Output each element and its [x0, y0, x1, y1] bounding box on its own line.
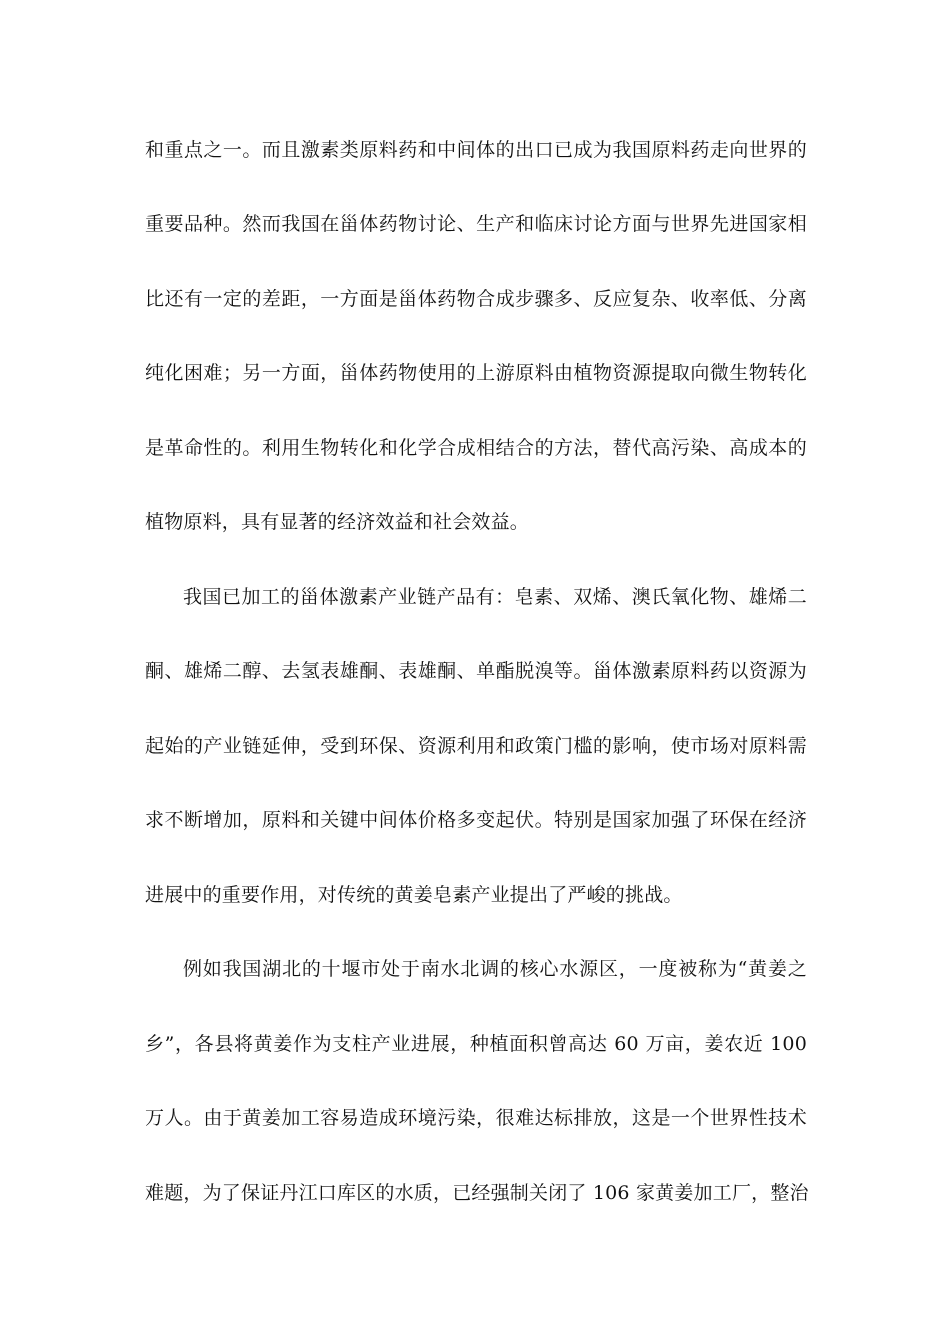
text-line-5: 是革命性的。利用生物转化和化学合成相结合的方法，替代高污染、高成本的: [145, 437, 807, 459]
text-line-3: 比还有一定的差距，一方面是甾体药物合成步骤多、反应复杂、收率低、分离: [145, 288, 807, 310]
text-line-2: 重要品种。然而我国在甾体药物讨论、生产和临床讨论方面与世界先进国家相: [145, 213, 807, 235]
text-line-11: 进展中的重要作用，对传统的黄姜皂素产业提出了严峻的挑战。: [145, 884, 683, 906]
text-line-7: 我国已加工的甾体激素产业链产品有：皂素、双烯、澳氏氧化物、雄烯二: [183, 586, 807, 608]
text-line-6: 植物原料，具有显著的经济效益和社会效益。: [145, 511, 530, 533]
text-line-14: 万人。由于黄姜加工容易造成环境污染，很难达标排放，这是一个世界性技术: [145, 1107, 807, 1129]
text-line-13: 乡”，各县将黄姜作为支柱产业进展，种植面积曾高达 60 万亩，姜农近 100: [145, 1033, 807, 1055]
text-line-1: 和重点之一。而且激素类原料药和中间体的出口已成为我国原料药走向世界的: [145, 139, 807, 161]
text-line-15: 难题，为了保证丹江口库区的水质，已经强制关闭了 106 家黄姜加工厂，整治: [145, 1182, 809, 1204]
text-line-10: 求不断增加，原料和关键中间体价格多变起伏。特别是国家加强了环保在经济: [145, 809, 807, 831]
text-line-12: 例如我国湖北的十堰市处于南水北调的核心水源区，一度被称为“黄姜之: [183, 958, 807, 980]
text-line-9: 起始的产业链延伸，受到环保、资源利用和政策门槛的影响，使市场对原料需: [145, 735, 807, 757]
text-line-4: 纯化困难；另一方面，甾体药物使用的上游原料由植物资源提取向微生物转化: [145, 362, 807, 384]
text-line-8: 酮、雄烯二醇、去氢表雄酮、表雄酮、单酯脱溴等。甾体激素原料药以资源为: [145, 660, 807, 682]
